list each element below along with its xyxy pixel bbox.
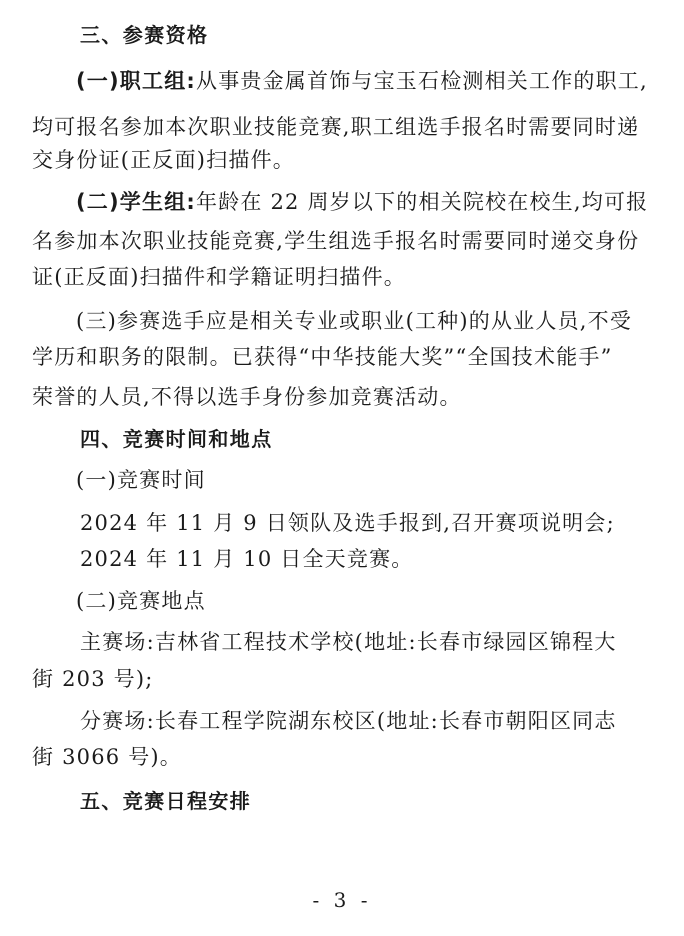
section4-main-venue-line2: 街 203 号); <box>32 667 154 691</box>
section3-p1-line1 <box>76 66 648 96</box>
section3-p2-label: (二)学生组: <box>76 190 196 214</box>
section4-branch-venue-line2: 街 3066 号)。 <box>32 745 182 769</box>
section3-p2-line3: 证(正反面)扫描件和学籍证明扫描件。 <box>32 265 406 289</box>
section3-p2-text1: 年龄在 22 周岁以下的相关院校在校生,均可报 <box>196 190 649 214</box>
section3-p1-text1: 从事贵金属首饰与宝玉石检测相关工作的职工, <box>196 69 648 93</box>
section4-main-venue-line1: 主赛场:吉林省工程技术学校(地址:长春市绿园区锦程大 <box>80 630 617 654</box>
section3-p1-label: (一)职工组: <box>76 69 196 93</box>
page-number: - 3 - <box>312 888 372 912</box>
section3-p2-line1 <box>76 187 648 217</box>
section4-time-line2: 2024 年 11 月 10 日全天竞赛。 <box>80 547 414 571</box>
section4-time-subheading: (一)竞赛时间 <box>76 468 206 492</box>
section3-p1-line2: 均可报名参加本次职业技能竞赛,职工组选手报名时需要同时递 <box>32 115 640 139</box>
section3-p3-line3: 荣誉的人员,不得以选手身份参加竞赛活动。 <box>32 385 462 409</box>
section5-heading: 五、竞赛日程安排 <box>80 789 252 813</box>
section3-p3-line1: (三)参赛选手应是相关专业或职业(工种)的从业人员,不受 <box>76 309 633 333</box>
section3-p3-line2: 学历和职务的限制。已获得“中华技能大奖”“全国技术能手” <box>32 345 613 369</box>
section4-branch-venue-line1: 分赛场:长春工程学院湖东校区(地址:长春市朝阳区同志 <box>80 709 617 733</box>
section4-heading: 四、竞赛时间和地点 <box>80 427 273 451</box>
section3-heading: 三、参赛资格 <box>80 23 209 47</box>
section3-p1-line3: 交身份证(正反面)扫描件。 <box>32 148 295 172</box>
section3-p2-line2: 名参加本次职业技能竞赛,学生组选手报名时需要同时递交身份 <box>32 229 640 253</box>
section4-venue-subheading: (二)竞赛地点 <box>76 589 206 613</box>
section4-time-line1: 2024 年 11 月 9 日领队及选手报到,召开赛项说明会; <box>80 511 615 535</box>
